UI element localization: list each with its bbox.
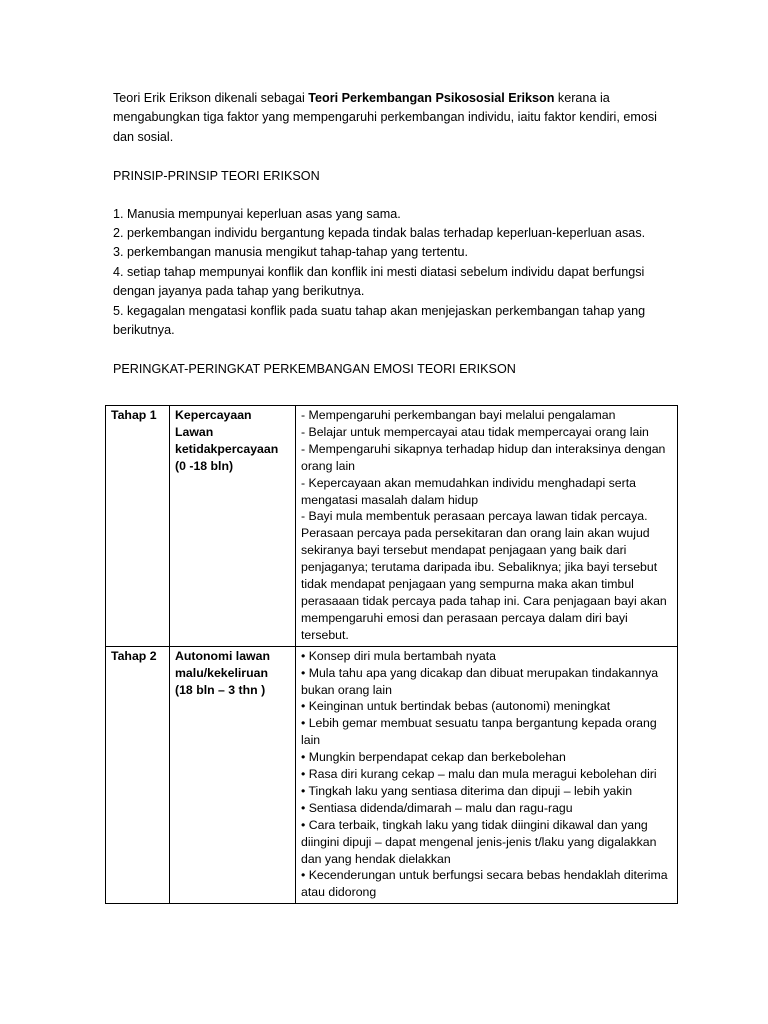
stage-points-cell <box>296 646 678 904</box>
stages-heading: PERINGKAT-PERINGKAT PERKEMBANGAN EMOSI TEORI ERIKSON <box>113 362 516 377</box>
document-body <box>113 89 673 380</box>
stage-points-cell <box>296 406 678 647</box>
stage-conflict: Kepercayaan Lawan ketidakpercayaan <box>175 408 279 456</box>
stage-point: - Belajar untuk mempercayai atau tidak mempercayai orang lain <box>301 424 649 439</box>
stage-point: • Mula tahu apa yang dicakap dan dibuat merupakan tindakannya bukan orang lain <box>301 665 659 697</box>
intro-text-1: Teori Erik Erikson dikenali sebagai <box>113 91 309 105</box>
stage-point: • Kecenderungan untuk berfungsi secara bebas hendaklah diterima atau didorong <box>301 868 668 900</box>
stage-point: • Rasa diri kurang cekap – malu dan mula meragui kebolehan diri <box>301 767 657 782</box>
stage-point: • Tingkah laku yang sentiasa diterima dan dipuji – lebih yakin <box>301 783 633 798</box>
intro-text-2: kerana ia mengabungkan tiga faktor yang mempengaruhi perkembangan individu, iaitu faktor kendiri, emosi dan sosial. <box>113 91 657 144</box>
stage-label-cell: Tahap 2 <box>106 646 170 904</box>
stage-point: • Konsep diri mula bertambah nyata <box>301 648 497 663</box>
stage-point: • Mungkin berpendapat cekap dan berkebolehan <box>301 750 566 765</box>
stage-point: - Kepercayaan akan memudahkan individu menghadapi serta mengatasi masalah dalam hidup <box>301 475 636 507</box>
intro-theory-name: Teori Perkembangan Psikososial Erikson <box>308 91 555 105</box>
stage-conflict-cell <box>170 406 296 647</box>
stage-point: • Lebih gemar membuat sesuatu tanpa bergantung kepada orang lain <box>301 716 657 748</box>
table-row <box>106 646 678 904</box>
stage-conflict-cell <box>170 646 296 904</box>
table-row <box>106 406 678 647</box>
stages-table-wrapper <box>105 405 678 904</box>
stage-point: - Bayi mula membentuk perasaan percaya lawan tidak percaya. Perasaan percaya pada persekitaran dan orang lain akan wujud sekiranya bayi tersebut mendapat penjagaan yang baik dari penjaganya; terutama daripada ibu. Sebaliknya; jika bayi tersebut tidak mendapat penjagaan yang sempurna maka akan timbul perasaaan tidak percaya pada tahap ini. Cara penjagaan bayi akan mempengaruhi emosi dan perasaan percaya dalam diri bayi tersebut. <box>301 509 667 642</box>
stage-point: • Cara terbaik, tingkah laku yang tidak diingini dikawal dan yang diingini dipuji – dapat mengenal jenis-jenis t/laku yang digalakkan dan yang hendak dielakkan <box>301 817 657 866</box>
stage-age: (0 -18 bln) <box>175 458 234 473</box>
stage-point: - Mempengaruhi perkembangan bayi melalui pengalaman <box>301 408 616 422</box>
stage-point: - Mempengaruhi sikapnya terhadap hidup dan interaksinya dengan orang lain <box>301 441 666 473</box>
stage-point: • Keinginan untuk bertindak bebas (autonomi) meningkat <box>301 699 611 714</box>
stage-label-cell: Tahap 1 <box>106 406 170 647</box>
stages-table <box>105 405 678 904</box>
intro-paragraph <box>113 89 673 147</box>
stage-point: • Sentiasa didenda/dimarah – malu dan ragu-ragu <box>301 800 573 815</box>
principle-item: 1. Manusia mempunyai keperluan asas yang sama. <box>113 206 401 221</box>
stage-age: (18 bln – 3 thn ) <box>175 682 266 697</box>
principles-list <box>113 205 673 341</box>
principle-item: 3. perkembangan manusia mengikut tahap-tahap yang tertentu. <box>113 245 468 260</box>
principles-heading: PRINSIP-PRINSIP TEORI ERIKSON <box>113 169 320 184</box>
principle-item: 4. setiap tahap mempunyai konflik dan konflik ini mesti diatasi sebelum individu dapat berfungsi dengan jayanya pada tahap yang berikutnya. <box>113 264 645 299</box>
principle-item: 5. kegagalan mengatasi konflik pada suatu tahap akan menjejaskan perkembangan tahap yang berikutnya. <box>113 303 646 338</box>
principle-item: 2. perkembangan individu bergantung kepada tindak balas terhadap keperluan-keperluan asas. <box>113 226 646 241</box>
stage-conflict: Autonomi lawan malu/kekeliruan <box>175 648 270 680</box>
